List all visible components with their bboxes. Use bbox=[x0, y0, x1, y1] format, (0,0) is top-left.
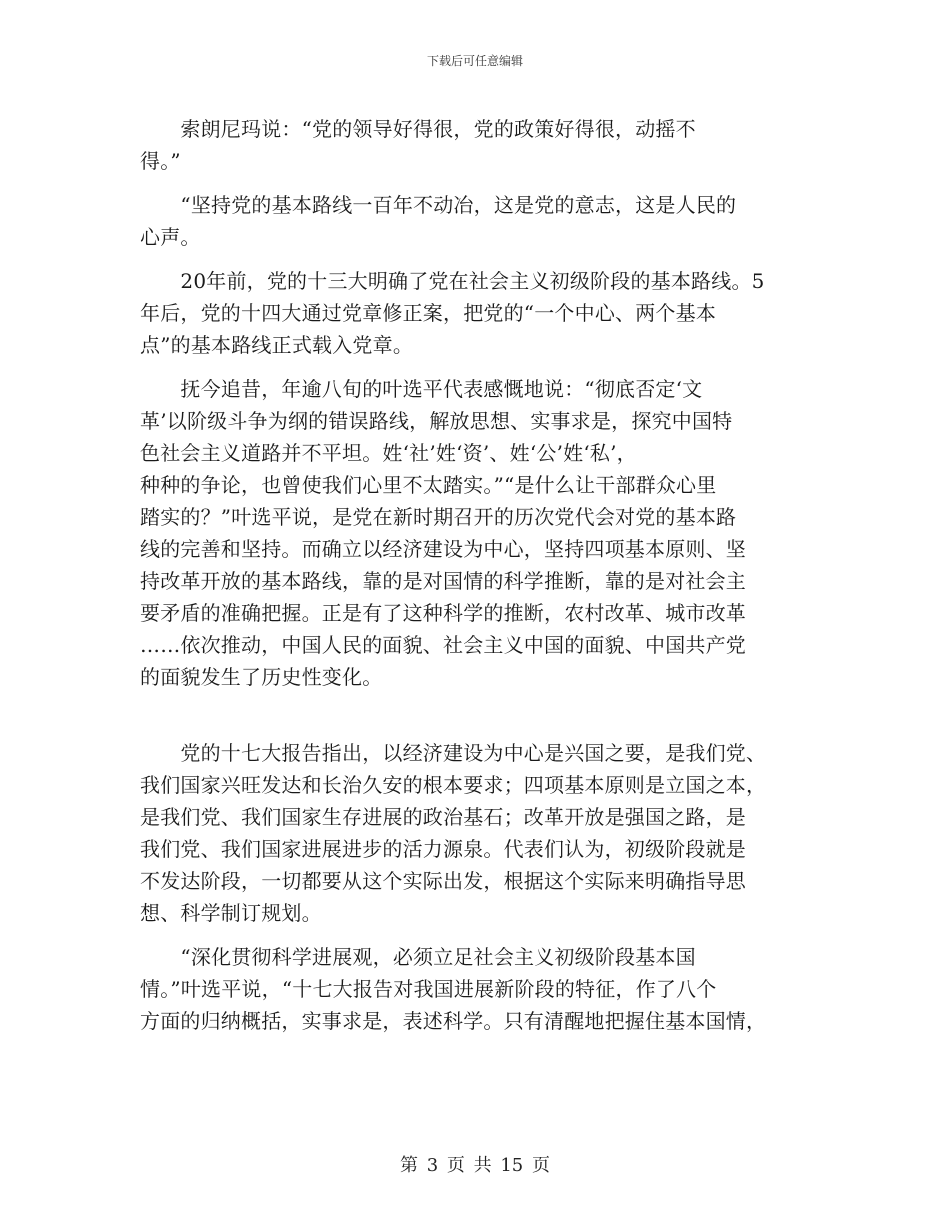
text-line: 革’以阶级斗争为纲的错误路线，解放思想、实事求是，探究中国特 bbox=[140, 409, 733, 433]
text-line: 20年前，党的十三大明确了党在社会主义初级阶段的基本路线。5 bbox=[140, 269, 765, 293]
paragraph bbox=[140, 737, 812, 929]
text-line: ……依次推动，中国人民的面貌、社会主义中国的面貌、中国共产党 bbox=[140, 633, 746, 657]
text-line: “坚持党的基本路线一百年不动冶，这是党的意志，这是人民的 bbox=[140, 193, 737, 217]
text-line: 年后，党的十四大通过党章修正案，把党的“一个中心、两个基本 bbox=[140, 301, 717, 325]
paragraph bbox=[140, 373, 812, 725]
text-line: 踏实的？”叶选平说，是党在新时期召开的历次党代会对党的基本路 bbox=[140, 505, 737, 529]
text-line: 是我们党、我们国家生存进展的政治基石；改革开放是强国之路，是 bbox=[140, 805, 746, 829]
text-line: 的面貌发生了历史性变化。 bbox=[140, 665, 383, 689]
page-header: 下载后可任意编辑 bbox=[426, 54, 523, 68]
text-line: 不发达阶段，一切都要从这个实际出发，根据这个实际来明确指导思 bbox=[140, 869, 746, 893]
text-line: 线的完善和坚持。而确立以经济建设为中心，坚持四项基本原则、坚 bbox=[140, 537, 746, 561]
document-body bbox=[140, 113, 812, 1037]
text-line: 种种的争论，也曾使我们心里不太踏实。”“是什么让干部群众心里 bbox=[140, 473, 717, 497]
text-line: 要矛盾的准确把握。正是有了这种科学的推断，农村改革、城市改革 bbox=[140, 601, 746, 625]
paragraph bbox=[140, 189, 812, 253]
text-line bbox=[140, 693, 812, 725]
text-line: 索朗尼玛说：“党的领导好得很，党的政策好得很，动摇不 bbox=[140, 117, 696, 141]
text-line: 方面的归纳概括，实事求是，表述科学。只有清醒地把握住基本国情， bbox=[140, 1009, 767, 1033]
text-line: 情。”叶选平说，“十七大报告对我国进展新阶段的特征，作了八个 bbox=[140, 977, 717, 1001]
text-line: 色社会主义道路并不平坦。姓‘社’姓‘资’、姓‘公’姓‘私’， bbox=[140, 441, 637, 465]
text-line: 我们国家兴旺发达和长治久安的根本要求；四项基本原则是立国之本， bbox=[140, 773, 767, 797]
text-line: 想、科学制订规划。 bbox=[140, 901, 322, 925]
text-line: 心声。 bbox=[140, 225, 201, 249]
paragraph bbox=[140, 941, 812, 1037]
text-line: 我们党、我们国家进展进步的活力源泉。代表们认为，初级阶段就是 bbox=[140, 837, 746, 861]
page-number-footer: 第 3 页 共 15 页 bbox=[400, 1155, 550, 1176]
paragraph bbox=[140, 113, 812, 177]
text-line: 点”的基本路线正式载入党章。 bbox=[140, 333, 414, 357]
text-line: 持改革开放的基本路线，靠的是对国情的科学推断，靠的是对社会主 bbox=[140, 569, 746, 593]
text-line: 得。” bbox=[140, 149, 181, 173]
text-line: “深化贯彻科学进展观，必须立足社会主义初级阶段基本国 bbox=[140, 945, 696, 969]
paragraph bbox=[140, 265, 812, 361]
text-line: 党的十七大报告指出，以经济建设为中心是兴国之要，是我们党、 bbox=[140, 741, 767, 765]
text-line: 抚今追昔，年逾八旬的叶选平代表感慨地说：“彻底否定‘文 bbox=[140, 377, 703, 401]
